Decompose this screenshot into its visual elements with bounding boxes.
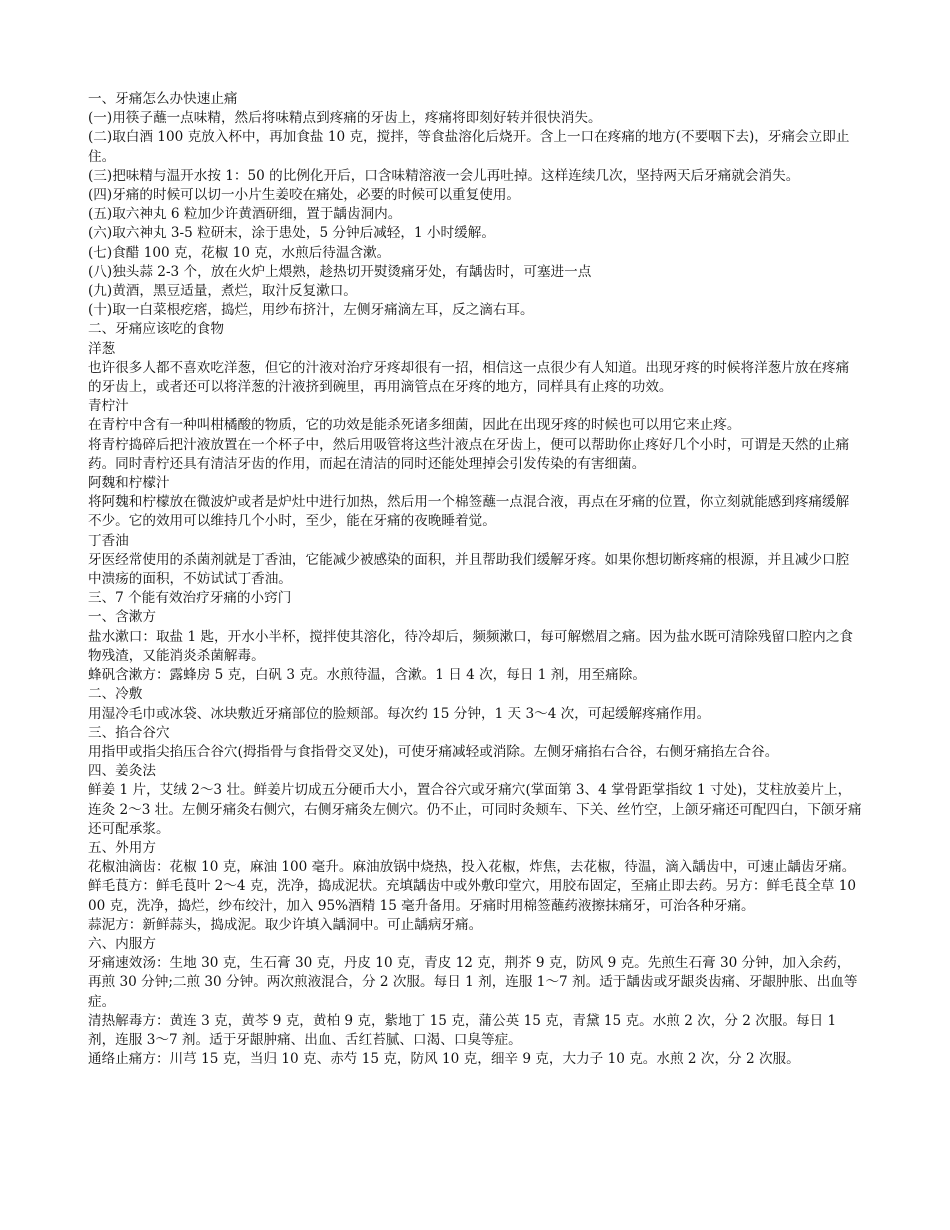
remedy-item: (十)取一白菜根疙瘩，捣烂，用纱布挤汁，左侧牙痛滴左耳，反之滴右耳。	[88, 302, 534, 319]
tip-paragraph: 鲜姜 1 片，艾绒 2～3 壮。鲜姜片切成五分硬币大小，置合谷穴或牙痛穴(掌面第 3、4 掌骨距掌指纹 1 寸处)，艾柱放姜片上，连灸 2～3 壮。左侧牙痛灸右侧穴，右侧牙痛灸左侧穴。仍不止，可同时灸颊车、下关、丝竹空，上颌牙痛还可配四白，下颌牙痛还可配承浆。	[88, 782, 862, 837]
food-paragraph: 将青柠捣碎后把汁液放置在一个杯子中，然后用吸管将这些汁液点在牙齿上，便可以帮助你止疼好几个小时，可谓是天然的止痛药。同时青柠还具有清洁牙齿的作用，而起在清洁的同时还能处理掉会引发传染的有害细菌。	[88, 436, 850, 472]
tip-paragraph: 用湿冷毛巾或冰袋、冰块敷近牙痛部位的脸颊部。每次约 15 分钟，1 天 3～4 次，可起缓解疼痛作用。	[88, 705, 711, 722]
food-heading: 丁香油	[88, 532, 129, 549]
tip-paragraph: 通络止痛方：川芎 15 克，当归 10 克、赤芍 15 克，防风 10 克，细辛 9 克，大力子 10 克。水煎 2 次，分 2 次服。	[88, 1051, 800, 1068]
tip-paragraph: 蜂矾含漱方：露蜂房 5 克，白矾 3 克。水煎待温，含漱。1 日 4 次，每日 1 剂，用至痛除。	[88, 667, 646, 684]
tip-heading: 二、冷敷	[88, 686, 143, 703]
remedy-item: (三)把味精与温开水按 1：50 的比例化开后，口含味精溶液一会儿再吐掉。这样连续几次，坚持两天后牙痛就会消失。	[88, 167, 800, 184]
tip-heading: 五、外用方	[88, 839, 156, 856]
food-paragraph: 将阿魏和柠檬放在微波炉或者是炉灶中进行加热，然后用一个棉签蘸一点混合液，再点在牙痛的位置，你立刻就能感到疼痛缓解不少。它的效用可以维持几个小时，至少，能在牙痛的夜晚睡着觉。	[88, 494, 850, 530]
tip-paragraph: 牙痛速效汤：生地 30 克，生石膏 30 克，丹皮 10 克，青皮 12 克，荆芥 9 克，防风 9 克。先煎生石膏 30 分钟，加入余药，再煎 30 分钟;二煎 30 分钟。两次煎液混合，分 2 次服。每日 1 剂，连服 1～7 剂。适于龋齿或牙龈炎齿痛、牙龈肿胀、出血等症。	[88, 955, 858, 1010]
section-heading-2: 二、牙痛应该吃的食物	[88, 321, 224, 338]
tip-heading: 四、姜灸法	[88, 763, 156, 780]
food-paragraph: 也许很多人都不喜欢吃洋葱，但它的汁液对治疗牙疼却很有一招，相信这一点很少有人知道。出现牙疼的时候将洋葱片放在疼痛的牙齿上，或者还可以将洋葱的汁液挤到碗里，再用滴管点在牙疼的地方，同样具有止疼的功效。	[88, 359, 850, 396]
section-heading-3: 三、7 个能有效治疗牙痛的小窍门	[88, 590, 292, 607]
tip-paragraph: 盐水漱口：取盐 1 匙，开水小半杯，搅拌使其溶化，待冷却后，频频漱口，每可解燃眉之痛。因为盐水既可清除残留口腔内之食物残渣，又能消炎杀菌解毒。	[88, 628, 853, 664]
tip-paragraph: 鲜毛茛方：鲜毛茛叶 2～4 克，洗净，捣成泥状。充填龋齿中或外敷印堂穴，用胶布固定，至痛止即去药。另方：鲜毛茛全草 1000 克，洗净，捣烂，纱布绞汁，加入 95%酒精 15 毫升备用。牙痛时用棉签蘸药液擦抹痛牙，可治各种牙痛。	[88, 878, 857, 914]
remedy-item: (七)食醋 100 克，花椒 10 克，水煎后待温含漱。	[88, 244, 391, 261]
tip-paragraph: 蒜泥方：新鲜蒜头，捣成泥。取少许填入龋洞中。可止龋病牙痛。	[88, 916, 483, 933]
food-paragraph: 在青柠中含有一种叫柑橘酸的物质，它的功效是能杀死诸多细菌，因此在出现牙疼的时候也可以用它来止疼。	[88, 417, 741, 434]
food-paragraph: 牙医经常使用的杀菌剂就是丁香油，它能减少被感染的面积，并且帮助我们缓解牙疼。如果你想切断疼痛的根源，并且减少口腔中溃疡的面积，不妨试试丁香油。	[88, 551, 850, 588]
tip-paragraph: 花椒油滴齿：花椒 10 克，麻油 100 毫升。麻油放锅中烧热，投入花椒，炸焦，去花椒，待温，滴入龋齿中，可速止龋齿牙痛。	[88, 859, 856, 876]
remedy-item: (一)用筷子蘸一点味精，然后将味精点到疼痛的牙齿上，疼痛将即刻好转并很快消失。	[88, 110, 602, 127]
tip-paragraph: 用指甲或指尖掐压合谷穴(拇指骨与食指骨交叉处)，可使牙痛减轻或消除。左侧牙痛掐右合谷，右侧牙痛掐左合谷。	[88, 743, 779, 760]
remedy-item: (八)独头蒜 2-3 个，放在火炉上煨熟，趁热切开熨烫痛牙处，有龋齿时，可塞进一点	[88, 263, 592, 280]
food-heading: 阿魏和柠檬汁	[88, 475, 170, 492]
food-heading: 青柠汁	[88, 398, 129, 415]
remedy-item: (二)取白酒 100 克放入杯中，再加食盐 10 克，搅拌，等食盐溶化后烧开。含上一口在疼痛的地方(不要咽下去)，牙痛会立即止住。	[88, 129, 850, 165]
remedy-item: (九)黄酒，黑豆适量，煮烂，取汁反复漱口。	[88, 283, 357, 300]
tip-paragraph: 清热解毒方：黄连 3 克，黄芩 9 克，黄柏 9 克，紫地丁 15 克，蒲公英 15 克，青黛 15 克。水煎 2 次，分 2 次服。每日 1 剂，连服 3～7 剂。适于牙龈肿痛、出血、舌红苔腻、口渴、口臭等症。	[88, 1012, 837, 1048]
remedy-item: (四)牙痛的时候可以切一小片生姜咬在痛处，必要的时候可以重复使用。	[88, 187, 521, 204]
remedy-item: (六)取六神丸 3-5 粒研末，涂于患处，5 分钟后减轻，1 小时缓解。	[88, 225, 495, 242]
tip-heading: 六、内服方	[88, 935, 156, 952]
tip-heading: 一、含漱方	[88, 609, 156, 626]
tip-heading: 三、掐合谷穴	[88, 724, 170, 741]
remedy-item: (五)取六神丸 6 粒加少许黄酒研细，置于龋齿洞内。	[88, 206, 402, 223]
food-heading: 洋葱	[88, 340, 116, 357]
section-heading-1: 一、牙痛怎么办快速止痛	[88, 91, 238, 107]
